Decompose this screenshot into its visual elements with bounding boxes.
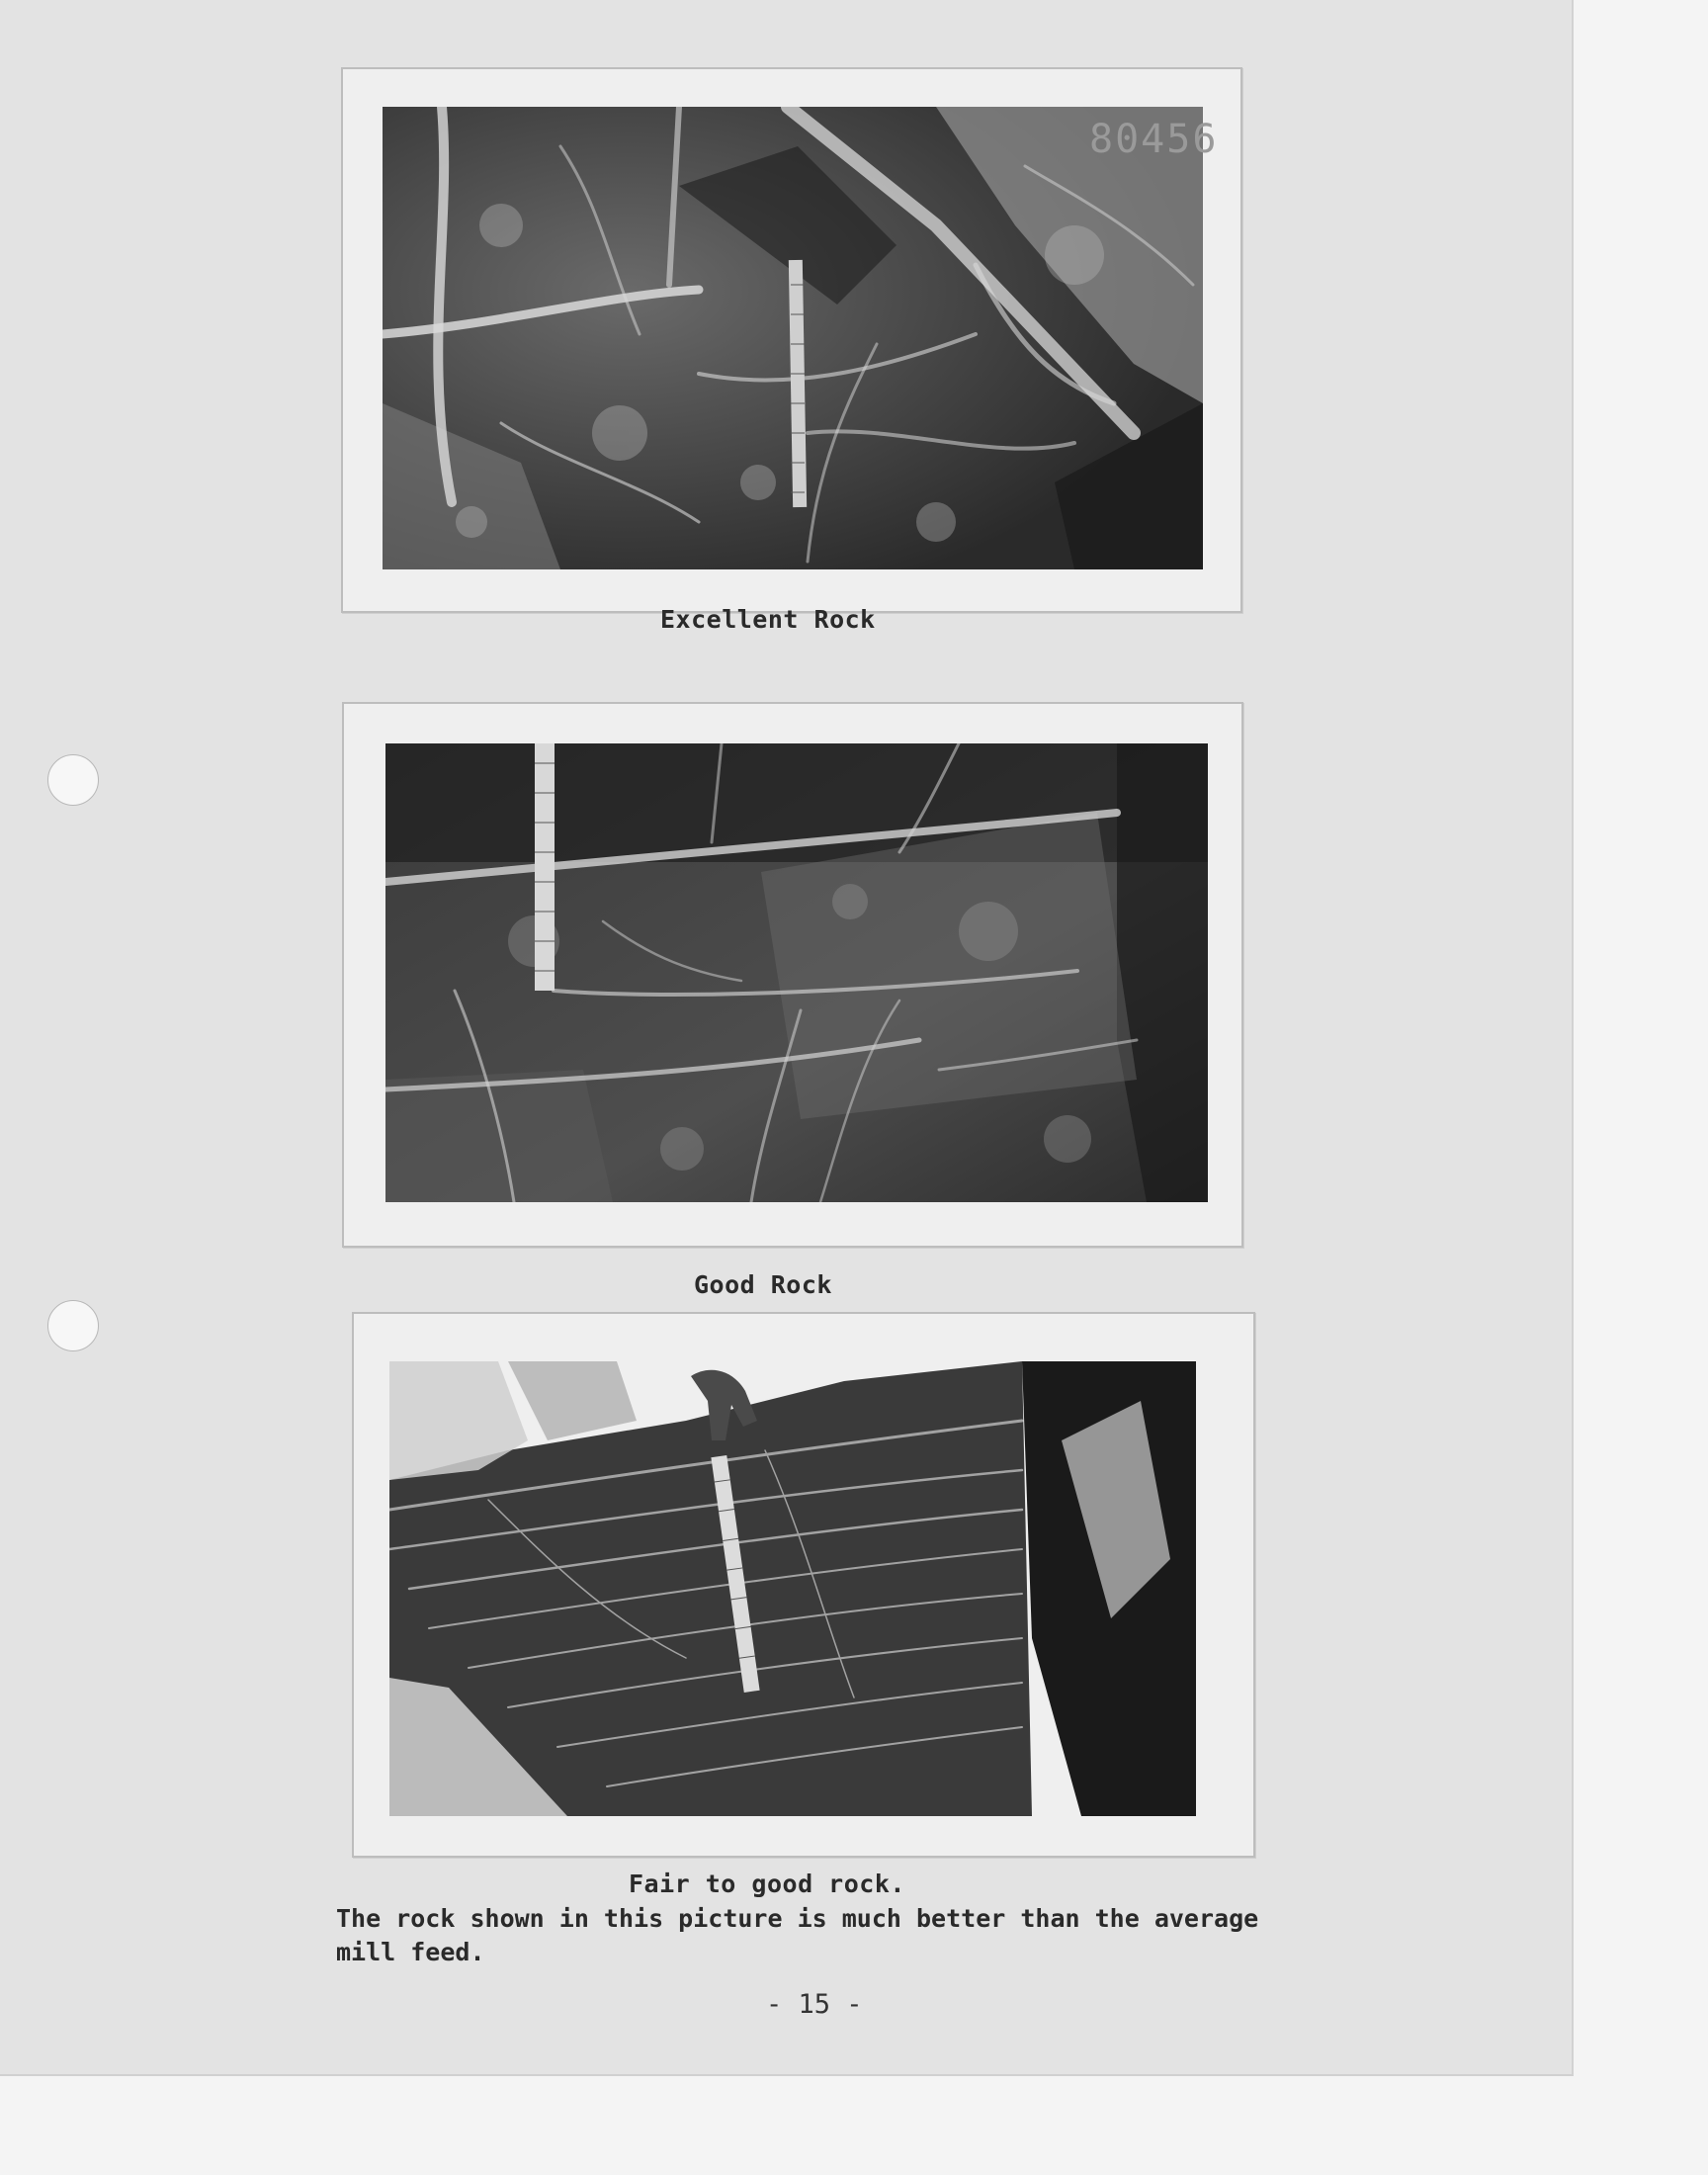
- punch-hole-top: [47, 754, 99, 806]
- photo-mount-excellent-rock: [341, 67, 1242, 613]
- note-line-1: The rock shown in this picture is much better than the average: [336, 1904, 1259, 1933]
- page-number: - 15 -: [766, 1989, 863, 2020]
- punch-hole-bottom: [47, 1300, 99, 1351]
- photo-mount-fair-to-good-rock: [352, 1312, 1255, 1858]
- photo-mount-good-rock: [342, 702, 1243, 1248]
- photo-fair-to-good-rock: [389, 1361, 1196, 1816]
- photo-good-rock: [385, 743, 1208, 1202]
- archive-stamp-number: 80456: [1089, 117, 1219, 162]
- caption-good-rock: Good Rock: [694, 1270, 832, 1299]
- caption-fair-to-good-rock: Fair to good rock.: [629, 1870, 905, 1898]
- caption-excellent-rock: Excellent Rock: [660, 605, 876, 634]
- photo-excellent-rock: [383, 107, 1203, 569]
- note-line-2: mill feed.: [336, 1938, 485, 1966]
